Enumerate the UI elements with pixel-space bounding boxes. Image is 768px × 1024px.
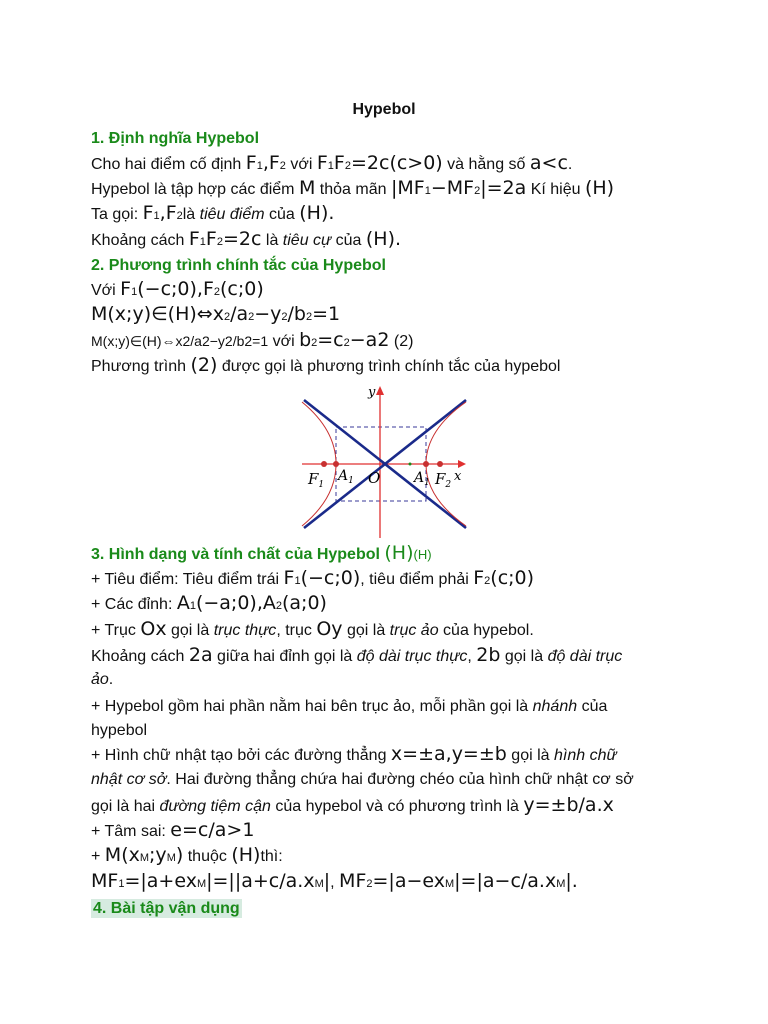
text: thỏa mãn bbox=[315, 181, 391, 198]
subscript: 2 bbox=[275, 600, 282, 612]
text: với bbox=[285, 156, 317, 173]
subscript: 2 bbox=[248, 311, 255, 323]
f2-label: $F_2$ bbox=[435, 470, 452, 490]
text: . bbox=[108, 671, 114, 688]
math: M(x;y)∈(H)⇔x bbox=[91, 303, 224, 325]
s2-line-4 bbox=[91, 355, 560, 377]
italic-term: ảo bbox=[91, 671, 109, 688]
a2-label: $A_1$ bbox=[414, 470, 430, 488]
math: 2a bbox=[188, 644, 213, 666]
s3-line-2 bbox=[91, 593, 327, 616]
subscript: 2 bbox=[216, 236, 223, 248]
subscript: 1 bbox=[294, 575, 301, 587]
text: gọi là bbox=[506, 747, 554, 764]
subscript: 2 bbox=[223, 311, 231, 323]
minor-point bbox=[409, 463, 412, 466]
math: ) bbox=[175, 844, 184, 866]
text: gọi là bbox=[166, 622, 214, 639]
text: Với bbox=[91, 282, 121, 299]
s3-line-7 bbox=[91, 721, 147, 741]
subscript: 1 bbox=[199, 236, 206, 248]
italic-term: tiêu cự bbox=[282, 232, 332, 249]
math: | bbox=[323, 870, 331, 892]
text: và hằng số bbox=[442, 156, 530, 173]
math: −MF bbox=[430, 177, 475, 199]
math: |. bbox=[565, 870, 578, 892]
subscript: M bbox=[196, 878, 207, 890]
y-axis-arrow bbox=[376, 386, 384, 395]
italic-term: tiêu điểm bbox=[199, 206, 265, 223]
math: a<c bbox=[529, 152, 568, 174]
subscript: 2 bbox=[213, 286, 221, 298]
subscript: M bbox=[314, 878, 324, 890]
math: =1 bbox=[312, 303, 341, 325]
subscript: M bbox=[444, 878, 455, 890]
subscript: 2 bbox=[344, 160, 351, 172]
s1-line-2 bbox=[91, 178, 614, 201]
text: Kí hiệu bbox=[526, 181, 585, 198]
section-1-heading: 1. Định nghĩa Hypebol bbox=[91, 130, 260, 147]
s1-line-1 bbox=[91, 153, 572, 176]
italic-term: nhật cơ sở bbox=[91, 771, 167, 788]
math: (H). bbox=[365, 228, 402, 250]
text: của bbox=[264, 206, 300, 223]
math: (c;0) bbox=[220, 278, 264, 300]
math: ,F bbox=[159, 202, 177, 224]
text: là bbox=[261, 232, 283, 249]
s3-line-10 bbox=[91, 795, 614, 817]
text: của bbox=[331, 232, 366, 249]
s3-line-1 bbox=[91, 568, 534, 591]
text: Hypebol là tập hợp các điểm bbox=[91, 181, 299, 198]
text: giữa hai đỉnh gọi là bbox=[212, 648, 357, 665]
subscript: 2 bbox=[306, 311, 313, 323]
text: , tiêu điểm phải bbox=[360, 571, 474, 588]
math: F bbox=[188, 228, 200, 250]
math: F bbox=[142, 202, 154, 224]
math: x=±a,y=±b bbox=[390, 743, 507, 765]
math: =|a−ex bbox=[372, 870, 445, 892]
subscript: 2 bbox=[279, 160, 286, 172]
text: + Hình chữ nhật tạo bởi các đường thẳng bbox=[91, 747, 391, 764]
s3-line-6 bbox=[91, 697, 607, 717]
math: ;y bbox=[149, 844, 167, 866]
text: Ta gọi: bbox=[91, 206, 143, 223]
text: được gọi là phương trình chính tắc của hypebol bbox=[217, 358, 561, 375]
math: |=|a−c/a.x bbox=[454, 870, 557, 892]
s3-line-12 bbox=[91, 845, 283, 868]
math: =|a+ex bbox=[124, 870, 197, 892]
s1-line-4 bbox=[91, 229, 401, 252]
math: (H) bbox=[384, 542, 414, 564]
section-4-heading bbox=[91, 899, 242, 919]
text: . bbox=[567, 156, 573, 173]
f1-label: $F_1$ bbox=[308, 470, 325, 490]
math: F bbox=[120, 278, 132, 300]
math: =2c(c>0) bbox=[350, 152, 443, 174]
s2-line-3 bbox=[91, 330, 413, 353]
subscript: M bbox=[166, 852, 176, 864]
math: M(x bbox=[104, 844, 140, 866]
math: −a2 bbox=[349, 329, 390, 351]
subscript: 2 bbox=[484, 575, 491, 587]
subscript: 2 bbox=[474, 185, 481, 197]
math: F bbox=[245, 152, 257, 174]
text: , bbox=[467, 648, 477, 665]
focus-f1-point bbox=[321, 461, 327, 467]
text: của hypebol. bbox=[438, 622, 534, 639]
math: (−c;0) bbox=[300, 567, 361, 589]
text: + bbox=[91, 848, 105, 865]
text: của hypebol và có phương trình là bbox=[270, 798, 524, 815]
math: Ox bbox=[140, 618, 167, 640]
math: =2c bbox=[222, 228, 262, 250]
focus-f2-point bbox=[437, 461, 443, 467]
text: + Các đỉnh: bbox=[91, 596, 177, 613]
s3-line-13 bbox=[91, 871, 578, 894]
x-axis-label: x bbox=[454, 469, 462, 484]
math: (a;0) bbox=[282, 592, 327, 614]
math: Oy bbox=[316, 618, 343, 640]
math: (−c;0),F bbox=[137, 278, 214, 300]
math: |MF bbox=[390, 177, 425, 199]
math: (H) bbox=[584, 177, 615, 199]
heading-text: 4. Bài tập vận dụng bbox=[93, 900, 240, 917]
math: 2b bbox=[476, 644, 501, 666]
math: (H). bbox=[299, 202, 335, 224]
italic-term: độ dài trục bbox=[547, 648, 623, 665]
subscript: 2 bbox=[311, 337, 318, 349]
a1-label: $A_1$ bbox=[338, 468, 354, 486]
x-axis-arrow bbox=[458, 460, 466, 468]
math: =c bbox=[317, 329, 344, 351]
italic-term: trục ảo bbox=[389, 622, 439, 639]
vertex-a1-point bbox=[333, 461, 339, 467]
text: thuộc bbox=[183, 848, 232, 865]
subscript: 1 bbox=[256, 160, 263, 172]
math: F bbox=[333, 152, 345, 174]
math: (−a;0),A bbox=[195, 592, 276, 614]
s2-line-2 bbox=[91, 304, 340, 327]
subscript: 1 bbox=[327, 160, 334, 172]
s2-line-1 bbox=[91, 279, 264, 302]
subscript: 1 bbox=[153, 210, 160, 222]
italic-term: hình chữ bbox=[553, 747, 617, 764]
math: M bbox=[298, 177, 316, 199]
section-3-heading bbox=[91, 543, 432, 565]
page-title: Hypebol bbox=[352, 101, 416, 118]
subscript: M bbox=[139, 852, 150, 864]
math: F bbox=[473, 567, 485, 589]
y-axis-label: y bbox=[368, 385, 376, 400]
math: (c;0) bbox=[490, 567, 535, 589]
text: , trục bbox=[276, 622, 317, 639]
subscript: 1 bbox=[118, 878, 125, 890]
subscript: 1 bbox=[424, 185, 431, 197]
math: F bbox=[316, 152, 328, 174]
subscript: 2 bbox=[366, 878, 373, 890]
s3-line-4 bbox=[91, 645, 622, 667]
math: MF bbox=[339, 870, 367, 892]
math-small: (H) bbox=[413, 547, 432, 562]
subscript: 2 bbox=[176, 210, 183, 222]
subscript: 1 bbox=[189, 600, 196, 612]
text: Khoảng cách bbox=[91, 648, 189, 665]
text: hypebol bbox=[91, 722, 148, 739]
math: /b bbox=[287, 303, 306, 325]
italic-term: đường tiệm cận bbox=[159, 798, 271, 815]
origin-label: O bbox=[368, 469, 381, 487]
text: + Tâm sai: bbox=[91, 823, 171, 840]
text: , bbox=[330, 874, 340, 891]
heading-text: 3. Hình dạng và tính chất của Hypebol bbox=[91, 546, 385, 563]
text: là bbox=[182, 206, 200, 223]
italic-term: trục thực bbox=[213, 622, 277, 639]
math: (H) bbox=[231, 844, 261, 866]
subscript: M bbox=[556, 878, 566, 890]
math: −y bbox=[254, 303, 282, 325]
text: + Tiêu điểm: Tiêu điểm trái bbox=[91, 571, 284, 588]
s3-line-5 bbox=[91, 670, 113, 690]
math: F bbox=[205, 228, 217, 250]
s3-line-9 bbox=[91, 770, 634, 790]
text: . Hai đường thẳng chứa hai đường chéo của hình chữ nhật cơ sở bbox=[166, 771, 634, 788]
text: Phương trình bbox=[91, 358, 191, 375]
text: Khoảng cách bbox=[91, 232, 189, 249]
math: b bbox=[299, 329, 312, 351]
math: MF bbox=[91, 870, 119, 892]
math: A bbox=[176, 592, 190, 614]
s1-line-3 bbox=[91, 203, 334, 226]
math: F bbox=[283, 567, 295, 589]
text: gọi là bbox=[500, 648, 548, 665]
text: Cho hai điểm cố định bbox=[91, 156, 246, 173]
text: thì: bbox=[260, 848, 283, 865]
subscript: 2 bbox=[281, 311, 288, 323]
text: của bbox=[577, 698, 608, 715]
text: + Hypebol gồm hai phần nằm hai bên trục ảo, mỗi phần gọi là bbox=[91, 698, 533, 715]
section-2-heading: 2. Phương trình chính tắc của Hypebol bbox=[91, 257, 386, 274]
s3-line-3 bbox=[91, 619, 534, 641]
text: (2) bbox=[389, 333, 414, 350]
math: e=c/a>1 bbox=[170, 819, 255, 841]
italic-term: nhánh bbox=[532, 698, 578, 715]
italic-term: độ dài trục thực bbox=[356, 648, 468, 665]
text: gọi là hai bbox=[91, 798, 160, 815]
text: gọi là bbox=[342, 622, 390, 639]
math: y=±b/a.x bbox=[523, 794, 614, 816]
math: /a bbox=[230, 303, 249, 325]
subscript: 1 bbox=[131, 286, 138, 298]
math: (2) bbox=[190, 354, 218, 376]
text: + Trục bbox=[91, 622, 141, 639]
math: ,F bbox=[262, 152, 280, 174]
s3-line-8 bbox=[91, 744, 617, 766]
text: với bbox=[268, 333, 300, 350]
hyperbola-figure bbox=[300, 380, 470, 540]
math: |=2a bbox=[480, 177, 527, 199]
s3-line-11 bbox=[91, 820, 254, 842]
text: M(x;y)∈(H)⇔x2/a2−y2/b2=1 bbox=[91, 333, 269, 349]
math: |=||a+c/a.x bbox=[206, 870, 315, 892]
vertex-a2-point bbox=[423, 461, 429, 467]
subscript: 2 bbox=[343, 337, 350, 349]
